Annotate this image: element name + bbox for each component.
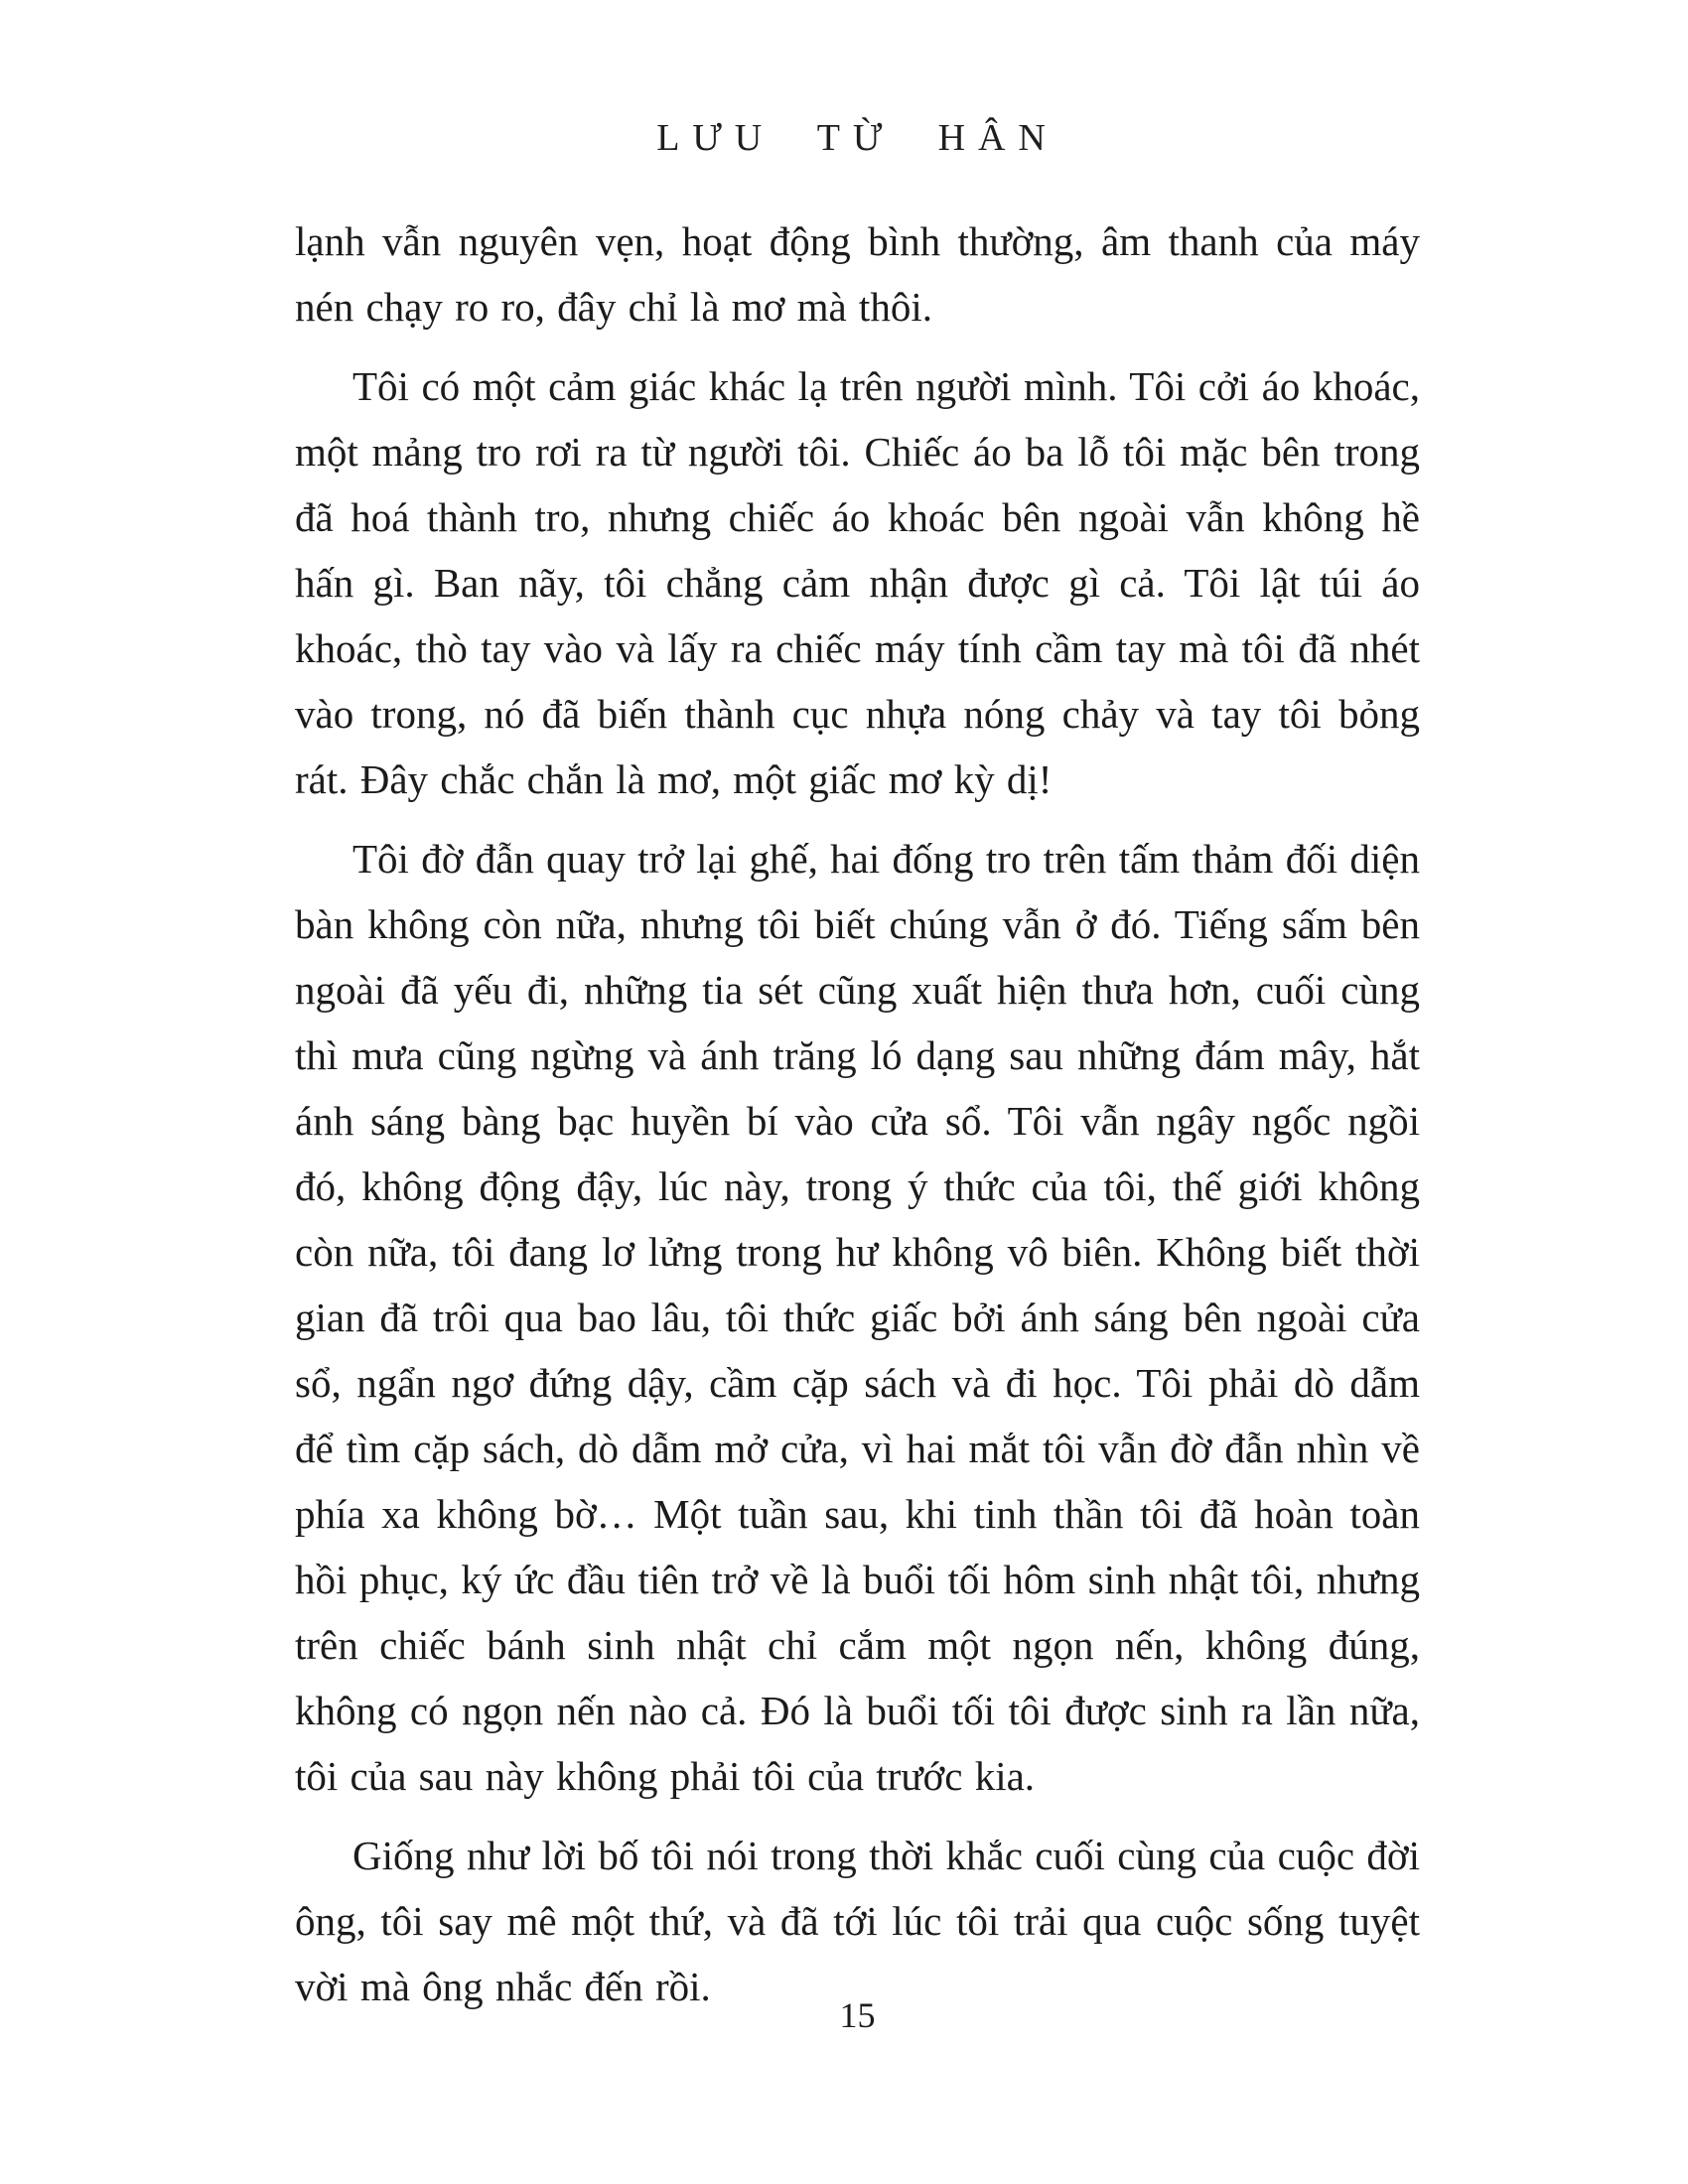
paragraph: lạnh vẫn nguyên vẹn, hoạt động bình thường, âm thanh của máy nén chạy ro ro, đây chỉ là mơ mà thôi.	[295, 218, 1420, 330]
page-number: 15	[839, 1995, 876, 2035]
paragraph: Tôi đờ đẫn quay trở lại ghế, hai đống tro trên tấm thảm đối diện bàn không còn nữa, nhưng tôi biết chúng vẫn ở đó. Tiếng sấm bên ngoài đã yếu đi, những tia sét cũng xuất hiện thưa hơn, cuối cùng thì mưa cũng ngừng và ánh trăng ló dạng sau những đám mây, hắt ánh sáng bàng bạc huyền bí vào cửa sổ. Tôi vẫn ngây ngốc ngồi đó, không động đậy, lúc này, trong ý thức của tôi, thế giới không còn nữa, tôi đang lơ lửng trong hư không vô biên. Không biết thời gian đã trôi qua bao lâu, tôi thức giấc bởi ánh sáng bên ngoài cửa sổ, ngẩn ngơ đứng dậy, cầm cặp sách và đi học. Tôi phải dò dẫm để tìm cặp sách, dò dẫm mở cửa, vì hai mắt tôi vẫn đờ đẫn nhìn về phía xa không bờ… Một tuần sau, khi tinh thần tôi đã hoàn toàn hồi phục, ký ức đầu tiên trở về là buổi tối hôm sinh nhật tôi, nhưng trên chiếc bánh sinh nhật chỉ cắm một ngọn nến, không đúng, không có ngọn nến nào cả. Đó là buổi tối tôi được sinh ra lần nữa, tôi của sau này không phải tôi của trước kia.	[295, 836, 1420, 1799]
running-head-author: LƯU TỪ HÂN	[656, 117, 1058, 159]
paragraph: Giống như lời bố tôi nói trong thời khắc cuối cùng của cuộc đời ông, tôi say mê một thứ, và đã tới lúc tôi trải qua cuộc sống tuyệt vời mà ông nhắc đến rồi.	[295, 1833, 1420, 2009]
body-text	[295, 208, 1420, 2033]
paragraph: Tôi có một cảm giác khác lạ trên người mình. Tôi cởi áo khoác, một mảng tro rơi ra từ người tôi. Chiếc áo ba lỗ tôi mặc bên trong đã hoá thành tro, nhưng chiếc áo khoác bên ngoài vẫn không hề hấn gì. Ban nãy, tôi chẳng cảm nhận được gì cả. Tôi lật túi áo khoác, thò tay vào và lấy ra chiếc máy tính cầm tay mà tôi đã nhét vào trong, nó đã biến thành cục nhựa nóng chảy và tay tôi bỏng rát. Đây chắc chắn là mơ, một giấc mơ kỳ dị!	[295, 363, 1420, 802]
